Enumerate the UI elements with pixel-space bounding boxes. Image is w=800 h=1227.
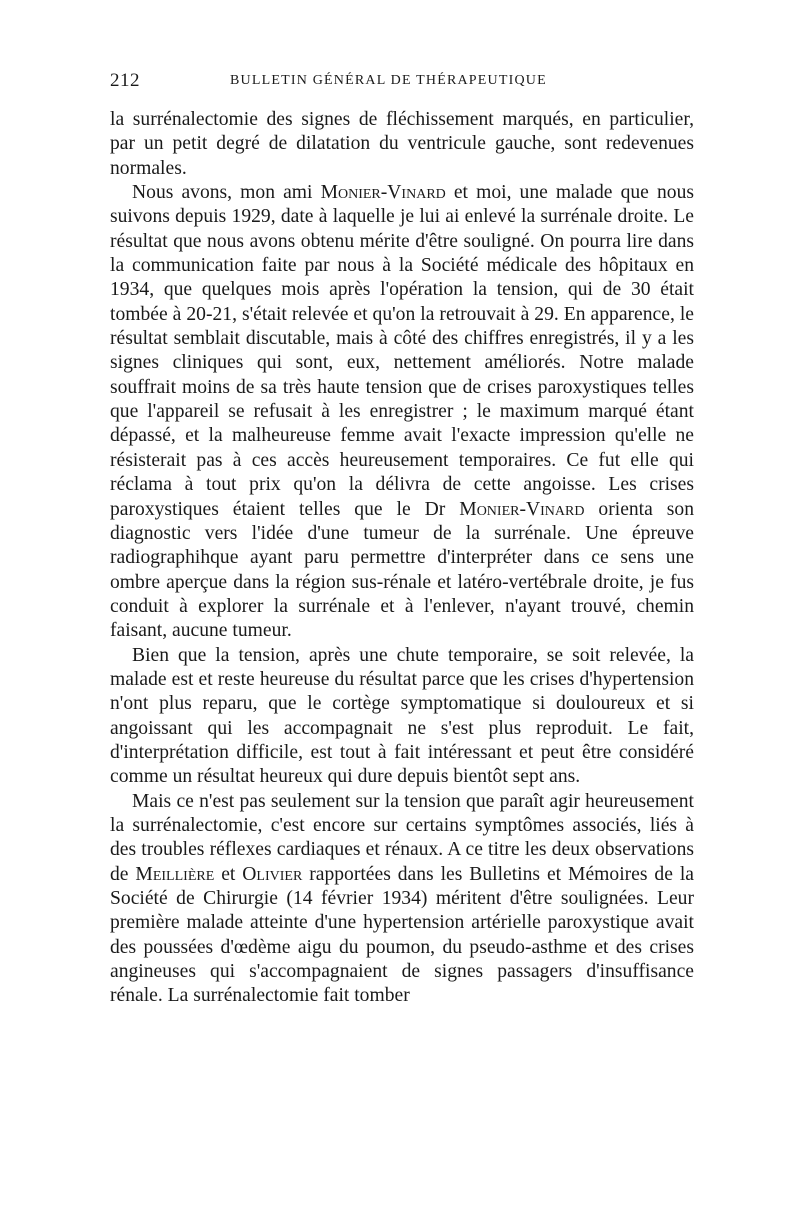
book-page [110,70,694,1009]
paragraph-3 [110,644,694,790]
paragraph-2 [110,181,694,644]
text-run: Bien que la tension, après une chute temporaire, se soit relevée, la malade est et reste heureuse du résultat parce que les crises d'hypertension n'ont plus reparu, que le cortège symptomatique si douloureux et si angoissant qui les accompagnait ne s'est plus reproduit. Le fait, d'interprétation difficile, est tout à fait intéressant et peut être considéré comme un résultat heureux qui dure depuis bientôt sept ans. [110,644,694,788]
text-run: la surrénalectomie des signes de fléchissement marqués, en particulier, par un petit degré de dilatation du ventricule gauche, sont redevenues normales. [110,109,694,179]
text-run: Mais ce n'est pas seulement sur la tension que paraît agir heureusement la surrénalectomie, c'est encore sur certains symptômes associés, liés à des troubles réflexes cardiaques et rénaux. A ce titre les deux observations de [110,790,694,885]
author-name: Meillière [135,863,215,885]
text-run: rapportées dans les Bulletins et Mémoires de la Société de Chirurgie (14 février 1934) méritent d'être soulignées. Leur première malade atteinte d'une hypertension artérielle paroxystique avait des poussées d'œdème aigu du poumon, du pseudo-asthme et des crises angineuses qui s'accompagnaient de signes passagers d'insuffisance rénale. La surrénalectomie fait tomber [110,863,694,1007]
author-name: Monier-Vinard [459,498,585,520]
body-text [110,108,694,1009]
text-run: Nous avons, mon ami [132,182,321,204]
author-name: Monier-Vinard [320,182,446,204]
paragraph-1 [110,108,694,181]
text-run: orienta son diagnostic vers l'idée d'une tumeur de la surrénale. Une épreuve radiographihque ayant paru permettre d'interpréter dans ce sens une ombre aperçue dans la région sus-rénale et latéro-vertébrale droite, je fus conduit à explorer la surrénale et à l'enlever, n'ayant trouvé, chemin faisant, aucune tumeur. [110,498,695,642]
running-head [110,70,694,100]
text-run: et [214,863,243,885]
page-number: 212 [110,70,140,91]
journal-title: BULLETIN GÉNÉRAL DE THÉRAPEUTIQUE [230,73,547,88]
text-run: et moi, une malade que nous suivons depuis 1929, date à laquelle je lui ai enlevé la surrénale droite. Le résultat que nous avons obtenu mérite d'être souligné. On pourra lire dans la communication faite par nous à la Société médicale des hôpitaux en 1934, que quelques mois après l'opération la tension, qui de 30 était tombée à 20-21, s'était relevée et qu'on la retrouvait à 29. En apparence, le résultat semblait discutable, mais à côté des chiffres enregistrés, il y a les signes cliniques qui sont, eux, nettement améliorés. Notre malade souffrait moins de sa très haute tension que de crises paroxystiques telles que l'appareil se refusait à les enregistrer ; le maximum marqué étant dépassé, et la malheureuse femme avait l'exacte impression qu'elle ne résisterait pas à ces accès heureusement temporaires. Ce fut elle qui réclama à tout prix qu'on la délivra de cette angoisse. Les crises paroxystiques étaient telles que le Dr [110,182,694,520]
author-name: Olivier [242,863,303,885]
paragraph-4 [110,790,694,1009]
